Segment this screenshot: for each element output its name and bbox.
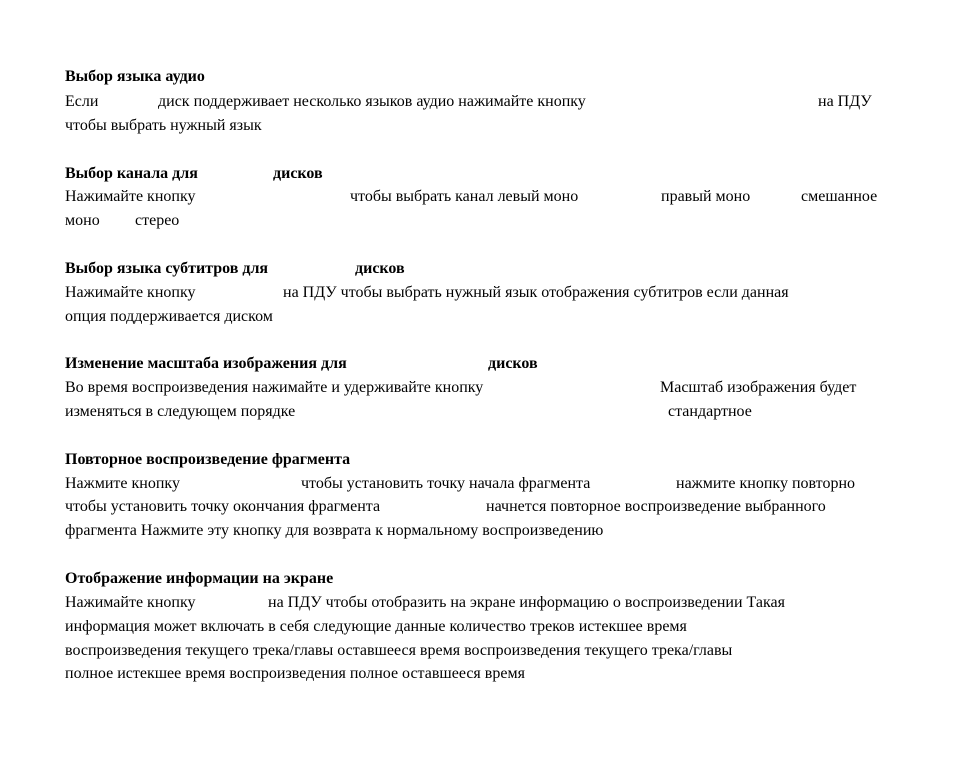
heading-text: Повторное воспроизведение фрагмента <box>65 451 351 468</box>
text-fragment: Если <box>65 93 99 110</box>
heading-text: Выбор языка субтитров для <box>65 260 269 277</box>
text-fragment: полное истекшее время воспроизведения полное оставшееся время <box>65 665 525 682</box>
text-fragment: воспроизведения текущего трека/главы оставшееся время воспроизведения текущего трека/главы <box>65 642 733 659</box>
heading-text: Выбор канала для <box>65 165 198 182</box>
text-fragment: на ПДУ чтобы выбрать нужный язык отображения субтитров если данная <box>283 284 789 301</box>
text-fragment: Нажимайте кнопку <box>65 284 196 301</box>
text-fragment: чтобы выбрать нужный язык <box>65 117 262 134</box>
text-fragment: чтобы установить точку окончания фрагмента <box>65 498 381 515</box>
text-fragment: Нажимайте кнопку <box>65 188 196 205</box>
text-fragment: Нажмите кнопку <box>65 475 180 492</box>
text-fragment: информация может включать в себя следующие данные количество треков истекшее время <box>65 618 687 635</box>
heading-text: Изменение масштаба изображения для <box>65 355 347 372</box>
text-fragment: на ПДУ <box>818 93 872 110</box>
text-fragment: изменяться в следующем порядке <box>65 403 296 420</box>
text-fragment: опция поддерживается диском <box>65 308 273 325</box>
text-fragment: Во время воспроизведения нажимайте и удерживайте кнопку <box>65 379 484 396</box>
text-fragment: диск поддерживает несколько языков аудио нажимайте кнопку <box>158 93 586 110</box>
text-fragment: нажмите кнопку повторно <box>676 475 856 492</box>
text-fragment: Масштаб изображения будет <box>660 379 857 396</box>
text-fragment: чтобы выбрать канал левый моно <box>350 188 579 205</box>
text-fragment: правый моно <box>661 188 751 205</box>
text-fragment: фрагмента Нажмите эту кнопку для возврата к нормальному воспроизведению <box>65 522 604 539</box>
heading-text: Выбор языка аудио <box>65 68 205 85</box>
text-fragment: стерео <box>135 212 180 229</box>
heading-text: Отображение информации на экране <box>65 570 334 587</box>
text-fragment: стандартное <box>668 403 752 420</box>
text-fragment: Нажимайте кнопку <box>65 594 196 611</box>
text-fragment: смешанное <box>801 188 878 205</box>
text-fragment: начнется повторное воспроизведение выбранного <box>486 498 826 515</box>
text-fragment: моно <box>65 212 100 229</box>
text-fragment: на ПДУ чтобы отобразить на экране информацию о воспроизведении Такая <box>268 594 786 611</box>
text-fragment: чтобы установить точку начала фрагмента <box>301 475 591 492</box>
heading-text: дисков <box>488 355 538 372</box>
heading-text: дисков <box>355 260 405 277</box>
heading-text: дисков <box>273 165 323 182</box>
